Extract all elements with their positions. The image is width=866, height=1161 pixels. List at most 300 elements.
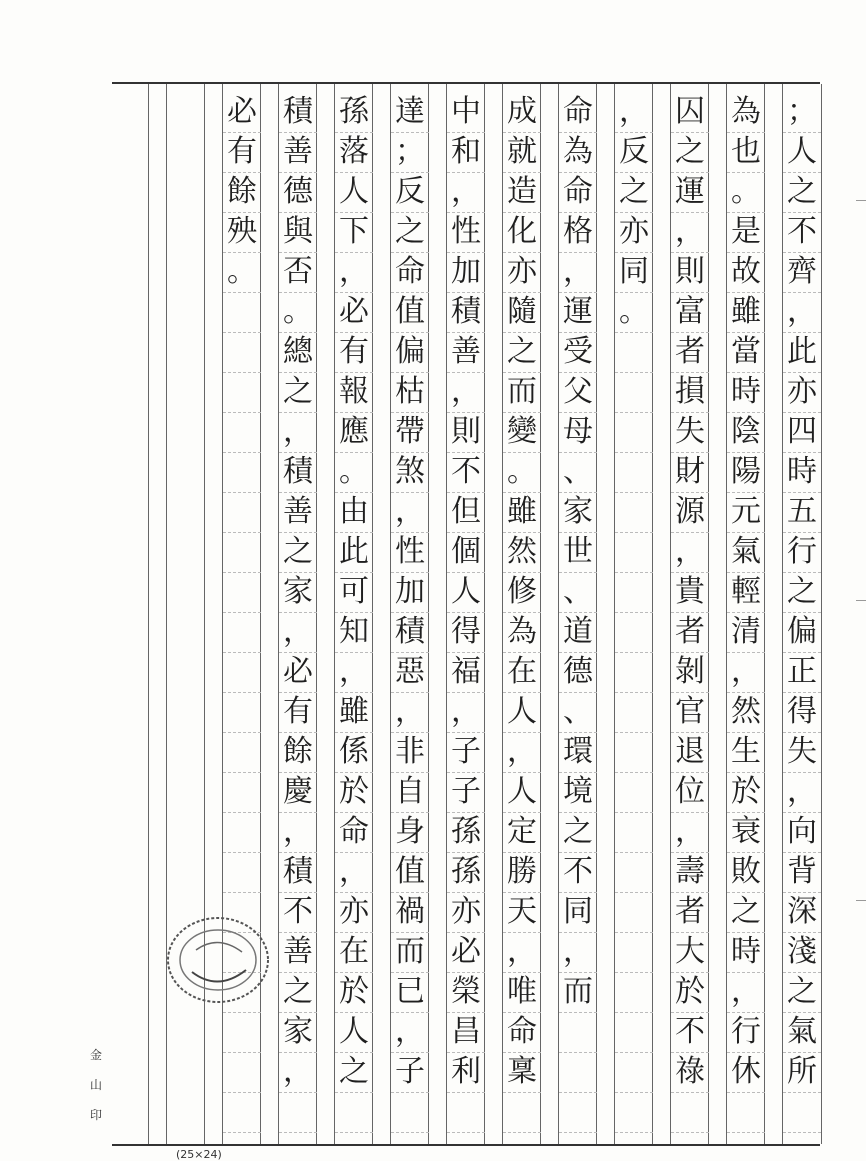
grid-cell: 帶 [391,412,429,453]
grid-cell: 應 [335,412,373,453]
grid-cell: 化 [503,212,541,253]
grid-cell: 官 [671,692,709,733]
grid-cell: 中 [447,92,485,133]
grid-cell: 亦 [335,892,373,933]
grid-cell: 母 [559,412,597,453]
grid-cell: 身 [391,812,429,853]
grid-cell [615,332,653,373]
grid-cell: 有 [223,132,261,173]
grid-cell [223,1052,261,1093]
grid-cell: 雖 [335,692,373,733]
grid-cell: 人 [335,172,373,213]
grid-cell: 值 [391,852,429,893]
grid-cell [615,372,653,413]
grid-cell: 元 [727,492,765,533]
grid-cell: 囚 [671,92,709,133]
grid-cell [223,292,261,333]
grid-cell: 榮 [447,972,485,1013]
text-column [558,84,597,1144]
grid-cell: 格 [559,212,597,253]
grid-cell [223,492,261,533]
grid-cell: 陰 [727,412,765,453]
grid-cell: 昌 [447,1012,485,1053]
grid-cell: 反 [391,172,429,213]
grid-cell: 正 [783,652,821,693]
grid-cell: 積 [279,92,317,133]
grid-cell: 得 [783,692,821,733]
grid-cell: 失 [671,412,709,453]
text-column [446,84,485,1144]
grid-cell: 家 [559,492,597,533]
grid-cell: 知 [335,612,373,653]
grid-cell: 休 [727,1052,765,1093]
grid-cell: 行 [727,1012,765,1053]
grid-cell: 命 [559,92,597,133]
grid-cell: 唯 [503,972,541,1013]
grid-cell: ， [559,252,597,293]
grid-cell: 為 [727,92,765,133]
grid-cell: 氣 [727,532,765,573]
grid-cell [615,692,653,733]
grid-cell: 之 [335,1052,373,1093]
grid-cell: 同 [559,892,597,933]
grid-cell: 背 [783,852,821,893]
margin-tick [856,900,866,901]
margin-tick [856,200,866,201]
grid-cell [223,412,261,453]
grid-cell: 命 [391,252,429,293]
grid-cell: 生 [727,732,765,773]
grid-cell: 不 [783,212,821,253]
grid-cell: 造 [503,172,541,213]
grid-cell: 必 [223,92,261,133]
grid-cell: 所 [783,1052,821,1093]
grid-cell: 修 [503,572,541,613]
grid-cell: ， [447,372,485,413]
gap-column [540,84,559,1144]
grid-cell [615,972,653,1013]
grid-cell [615,932,653,973]
grid-cell: 雖 [727,292,765,333]
grid-cell: 孫 [335,92,373,133]
grid-cell: 子 [447,732,485,773]
grid-cell: 有 [335,332,373,373]
grid-cell: 之 [279,972,317,1013]
grid-cell [615,452,653,493]
grid-cell [559,1012,597,1053]
grid-cell: ， [783,772,821,813]
grid-cell [223,852,261,893]
grid-cell: 。 [503,452,541,493]
grid-cell: 達 [391,92,429,133]
text-column [670,84,709,1144]
grid-cell: 之 [503,332,541,373]
grid-cell: 天 [503,892,541,933]
grid-cell: 。 [279,292,317,333]
grid-cell: ， [335,852,373,893]
grid-cell: 必 [335,292,373,333]
grid-cell: 祿 [671,1052,709,1093]
grid-cell: 亦 [447,892,485,933]
grid-cell [391,1092,429,1133]
grid-cell [615,1012,653,1053]
grid-cell: 而 [559,972,597,1013]
grid-cell: 運 [559,292,597,333]
grid-cell: 環 [559,732,597,773]
grid-cell: ， [447,692,485,733]
grid-cell: 隨 [503,292,541,333]
grid-cell: 。 [335,452,373,493]
grid-cell [223,1012,261,1053]
grid-cell: 之 [783,972,821,1013]
grid-cell: 個 [447,532,485,573]
grid-cell: 得 [447,612,485,653]
grid-cell: 之 [559,812,597,853]
text-column [502,84,541,1144]
grid-cell: 稟 [503,1052,541,1093]
grid-cell: 由 [335,492,373,533]
grid-cell: ， [391,492,429,533]
grid-cell [783,1092,821,1133]
grid-cell [615,732,653,773]
grid-cell: 時 [727,372,765,413]
grid-cell: 成 [503,92,541,133]
grid-cell: 下 [335,212,373,253]
grid-cell [223,532,261,573]
page-number: (25×24) [176,1148,222,1161]
grid-cell: 也 [727,132,765,173]
grid-cell: ， [671,532,709,573]
grid-cell: 餘 [223,172,261,213]
grid-cell: 齊 [783,252,821,293]
grid-cell: 境 [559,772,597,813]
grid-cell [671,1092,709,1133]
grid-cell: 損 [671,372,709,413]
grid-cell: 受 [559,332,597,373]
grid-cell: 偏 [391,332,429,373]
grid-cell: 輕 [727,572,765,613]
grid-cell: 四 [783,412,821,453]
grid-cell: 在 [335,932,373,973]
gap-column [372,84,391,1144]
grid-cell: 。 [615,292,653,333]
grid-cell: 變 [503,412,541,453]
grid-cell: 利 [447,1052,485,1093]
grid-cell: 性 [391,532,429,573]
grid-cell: 偏 [783,612,821,653]
grid-cell: 不 [447,452,485,493]
grid-cell: 和 [447,132,485,173]
grid-cell: 積 [447,292,485,333]
grid-cell: 人 [335,1012,373,1053]
margin-tick [856,600,866,601]
grid-cell [447,1092,485,1133]
grid-cell: 之 [391,212,429,253]
text-column [390,84,429,1144]
grid-cell: 氣 [783,1012,821,1053]
grid-cell: 積 [279,452,317,493]
grid-cell: 然 [727,692,765,733]
grid-cell: 退 [671,732,709,773]
grid-cell: 慶 [279,772,317,813]
grid-cell: ， [391,692,429,733]
grid-cell: 性 [447,212,485,253]
grid-cell: 剝 [671,652,709,693]
grid-cell: 時 [727,932,765,973]
grid-cell: 之 [783,172,821,213]
grid-cell [615,492,653,533]
grid-cell: 為 [503,612,541,653]
grid-cell: 、 [559,692,597,733]
grid-cell: 同 [615,252,653,293]
grid-cell: 必 [279,652,317,693]
grid-cell: ， [279,1052,317,1093]
grid-cell: 則 [671,252,709,293]
grid-cell: 亦 [783,372,821,413]
grid-cell: 勝 [503,852,541,893]
grid-cell: 人 [503,772,541,813]
grid-cell: 故 [727,252,765,293]
grid-cell: 之 [671,132,709,173]
grid-cell: 命 [503,1012,541,1053]
grid-cell [223,652,261,693]
grid-cell: ， [335,652,373,693]
grid-cell: 行 [783,532,821,573]
grid-cell: 值 [391,292,429,333]
grid-cell: 時 [783,452,821,493]
grid-cell: 之 [727,892,765,933]
grid-cell: 、 [559,452,597,493]
grid-cell [615,812,653,853]
grid-cell [615,892,653,933]
grid-cell: 則 [447,412,485,453]
grid-cell [223,572,261,613]
grid-cell: ， [615,92,653,133]
text-column [726,84,765,1144]
grid-cell: 定 [503,812,541,853]
gap-column [428,84,447,1144]
grid-cell: 大 [671,932,709,973]
grid-cell: 在 [503,652,541,693]
grid-cell: 必 [447,932,485,973]
grid-cell [559,1052,597,1093]
grid-cell: 孫 [447,812,485,853]
grid-cell: 運 [671,172,709,213]
grid-cell: 五 [783,492,821,533]
grid-cell: 壽 [671,852,709,893]
grid-cell: 落 [335,132,373,173]
grid-cell: 已 [391,972,429,1013]
grid-cell: 陽 [727,452,765,493]
grid-cell [615,572,653,613]
grid-cell: 富 [671,292,709,333]
grid-cell: 煞 [391,452,429,493]
text-column [278,84,317,1144]
grid-cell: 向 [783,812,821,853]
grid-cell: 德 [279,172,317,213]
grid-cell: 但 [447,492,485,533]
grid-cell [727,1092,765,1133]
grid-cell: 非 [391,732,429,773]
grid-cell: 善 [279,492,317,533]
grid-cell [223,772,261,813]
grid-cell: 殃 [223,212,261,253]
grid-cell: 源 [671,492,709,533]
grid-cell [615,1052,653,1093]
grid-cell: 積 [391,612,429,653]
grid-cell: 加 [391,572,429,613]
grid-cell [223,692,261,733]
grid-cell: 於 [671,972,709,1013]
grid-cell: 父 [559,372,597,413]
grid-cell: 之 [279,372,317,413]
grid-cell: 、 [559,572,597,613]
grid-cell [615,852,653,893]
grid-cell [335,1092,373,1133]
grid-cell: 者 [671,892,709,933]
grid-cell: 者 [671,332,709,373]
grid-cell: 衰 [727,812,765,853]
grid-cell [615,412,653,453]
grid-cell [615,652,653,693]
grid-cell: 福 [447,652,485,693]
grid-cell [503,1092,541,1133]
grid-cell: 善 [279,932,317,973]
grid-cell: 積 [279,852,317,893]
grid-cell: 禍 [391,892,429,933]
grid-cell: ， [671,212,709,253]
grid-cell: 位 [671,772,709,813]
grid-cell: 財 [671,452,709,493]
grid-cell: 於 [727,772,765,813]
grid-cell: 亦 [615,212,653,253]
grid-cell: 於 [335,772,373,813]
gap-column [484,84,503,1144]
grid-cell: ， [279,412,317,453]
grid-cell [615,532,653,573]
grid-cell: 枯 [391,372,429,413]
grid-cell [279,1092,317,1133]
gap-column [708,84,727,1144]
grid-cell: 雖 [503,492,541,533]
grid-cell: 不 [671,1012,709,1053]
grid-cell: 與 [279,212,317,253]
grid-cell: 深 [783,892,821,933]
grid-cell: 之 [783,572,821,613]
grid-cell: ， [783,292,821,333]
grid-cell: 報 [335,372,373,413]
grid-cell: 清 [727,612,765,653]
grid-cell: 德 [559,652,597,693]
grid-cell: 此 [783,332,821,373]
grid-cell: 自 [391,772,429,813]
grid-cell [559,1092,597,1133]
grid-cell [615,612,653,653]
grid-cell: 孫 [447,852,485,893]
seal-stamp [162,912,274,1008]
grid-cell: 淺 [783,932,821,973]
grid-cell: 失 [783,732,821,773]
grid-cell: 家 [279,572,317,613]
grid-cell: 。 [727,172,765,213]
grid-cell: 餘 [279,732,317,773]
grid-cell: 而 [503,372,541,413]
grid-cell: 世 [559,532,597,573]
grid-cell [615,1092,653,1133]
grid-cell: 不 [279,892,317,933]
grid-cell: 總 [279,332,317,373]
grid-cell: 可 [335,572,373,613]
grid-cell: 是 [727,212,765,253]
grid-cell: ， [279,612,317,653]
grid-cell [223,372,261,413]
grid-cell: 當 [727,332,765,373]
grid-cell: 人 [783,132,821,173]
grid-cell: 人 [447,572,485,613]
text-column [614,84,653,1144]
grid-cell: 於 [335,972,373,1013]
grid-cell: 子 [447,772,485,813]
grid-cell [223,612,261,653]
grid-cell: 加 [447,252,485,293]
grid-cell: ， [727,972,765,1013]
grid-cell: 否 [279,252,317,293]
grid-cell: 家 [279,1012,317,1053]
grid-cell: 命 [335,812,373,853]
grid-cell: 為 [559,132,597,173]
grid-cell [223,332,261,373]
grid-cell [223,1092,261,1133]
grid-cell: 反 [615,132,653,173]
grid-cell: 亦 [503,252,541,293]
grid-cell: ， [727,652,765,693]
grid-cell: ， [391,1012,429,1053]
gap-column [764,84,783,1144]
grid-cell: 然 [503,532,541,573]
text-column [334,84,373,1144]
grid-cell: 貴 [671,572,709,613]
grid-cell: 係 [335,732,373,773]
grid-cell: 惡 [391,652,429,693]
grid-cell: 此 [335,532,373,573]
grid-cell: 不 [559,852,597,893]
grid-cell: 善 [279,132,317,173]
grid-cell: 就 [503,132,541,173]
gap-column [596,84,615,1144]
grid-cell: ； [783,92,821,133]
grid-cell: 有 [279,692,317,733]
grid-cell: 之 [615,172,653,213]
grid-cell: ； [391,132,429,173]
grid-cell: ， [559,932,597,973]
gap-column [316,84,335,1144]
grid-cell: ， [503,732,541,773]
grid-cell: 善 [447,332,485,373]
grid-cell [223,452,261,493]
grid-cell: 之 [279,532,317,573]
gap-column [652,84,671,1144]
grid-cell: 子 [391,1052,429,1093]
grid-cell: 者 [671,612,709,653]
grid-cell: ， [335,252,373,293]
grid-cell: 。 [223,252,261,293]
grid-cell: 道 [559,612,597,653]
grid-cell [615,772,653,813]
grid-cell [223,732,261,773]
grid-cell: 而 [391,932,429,973]
grid-cell: ， [671,812,709,853]
grid-cell: ， [503,932,541,973]
